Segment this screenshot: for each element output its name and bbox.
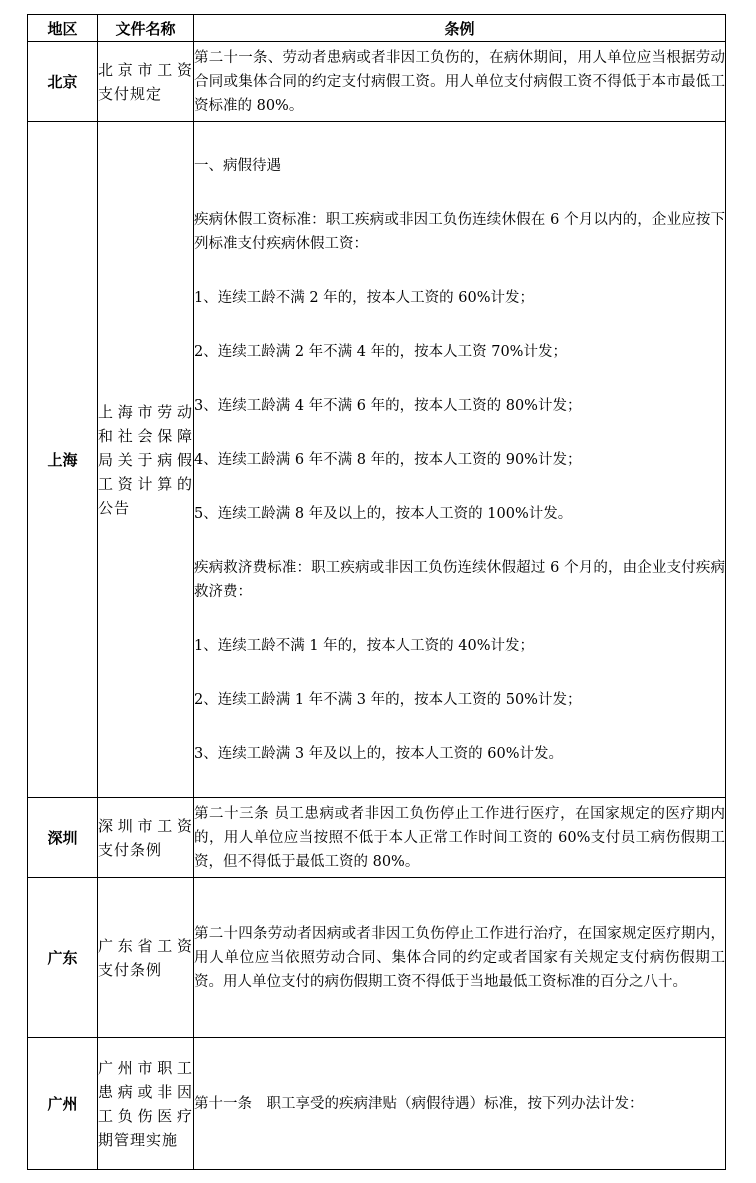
row-shanghai (28, 122, 726, 798)
file-name-cell: 上海市劳动和社会保障局关于病假工资计算的公告 (98, 122, 194, 798)
row-shenzhen (28, 798, 726, 878)
paragraph: 3、连续工龄满 3 年及以上的，按本人工资的 60%计发。 (194, 745, 564, 762)
region-cell: 广东 (28, 878, 98, 1038)
header-regulation: 条例 (194, 15, 726, 42)
regulation-text: 第十一条 职工享受的疾病津贴（病假待遇）标准，按下列办法计发： (194, 1038, 726, 1170)
paragraph: 疾病休假工资标准：职工疾病或非因工负伤连续休假在 6 个月以内的，企业应按下列标准支付疾病休假工资： (194, 211, 725, 252)
region-cell: 北京 (28, 42, 98, 122)
paragraph: 一、病假待遇 (194, 157, 281, 174)
header-file-name: 文件名称 (98, 15, 194, 42)
row-beijing (28, 42, 726, 122)
paragraph: 5、连续工龄满 8 年及以上的，按本人工资的 100%计发。 (194, 505, 573, 522)
file-name-cell: 广东省工资支付条例 (98, 878, 194, 1038)
regulation-text: 第二十三条 员工患病或者非因工负伤停止工作进行医疗，在国家规定的医疗期内的，用人单位应当按照不低于本人正常工作时间工资的 60%支付员工病伤假期工资，但不得低于最低工资的 80%。 (194, 798, 726, 878)
file-name-cell: 北京市工资支付规定 (98, 42, 194, 122)
header-region: 地区 (28, 15, 98, 42)
region-cell: 上海 (28, 122, 98, 798)
paragraph: 2、连续工龄满 1 年不满 3 年的，按本人工资的 50%计发； (194, 691, 582, 708)
regulation-text: 第二十一条、劳动者患病或者非因工负伤的，在病休期间，用人单位应当根据劳动合同或集体合同的约定支付病假工资。用人单位支付病假工资不得低于本市最低工资标准的 80%。 (194, 42, 726, 122)
row-guangzhou (28, 1038, 726, 1170)
paragraph: 2、连续工龄满 2 年不满 4 年的，按本人工资 70%计发； (194, 343, 567, 360)
paragraph: 4、连续工龄满 6 年不满 8 年的，按本人工资的 90%计发； (194, 451, 582, 468)
region-cell: 广州 (28, 1038, 98, 1170)
regulation-text (194, 122, 726, 798)
regulation-text: 第二十四条劳动者因病或者非因工负伤停止工作进行治疗，在国家规定医疗期内，用人单位应当依照劳动合同、集体合同的约定或者国家有关规定支付病伤假期工资。用人单位支付的病伤假期工资不得低于当地最低工资标准的百分之八十。 (194, 878, 726, 1038)
paragraph: 1、连续工龄不满 2 年的，按本人工资的 60%计发； (194, 289, 535, 306)
row-guangdong (28, 878, 726, 1038)
paragraph: 疾病救济费标准：职工疾病或非因工负伤连续休假超过 6 个月的，由企业支付疾病救济费： (194, 559, 725, 600)
header-row (28, 15, 726, 42)
paragraph: 1、连续工龄不满 1 年的，按本人工资的 40%计发； (194, 637, 535, 654)
region-cell: 深圳 (28, 798, 98, 878)
file-name-cell: 深圳市工资支付条例 (98, 798, 194, 878)
file-name-cell: 广州市职工患病或非因工负伤医疗期管理实施 (98, 1038, 194, 1170)
regulations-table (27, 14, 726, 1170)
paragraph: 3、连续工龄满 4 年不满 6 年的，按本人工资的 80%计发； (194, 397, 582, 414)
